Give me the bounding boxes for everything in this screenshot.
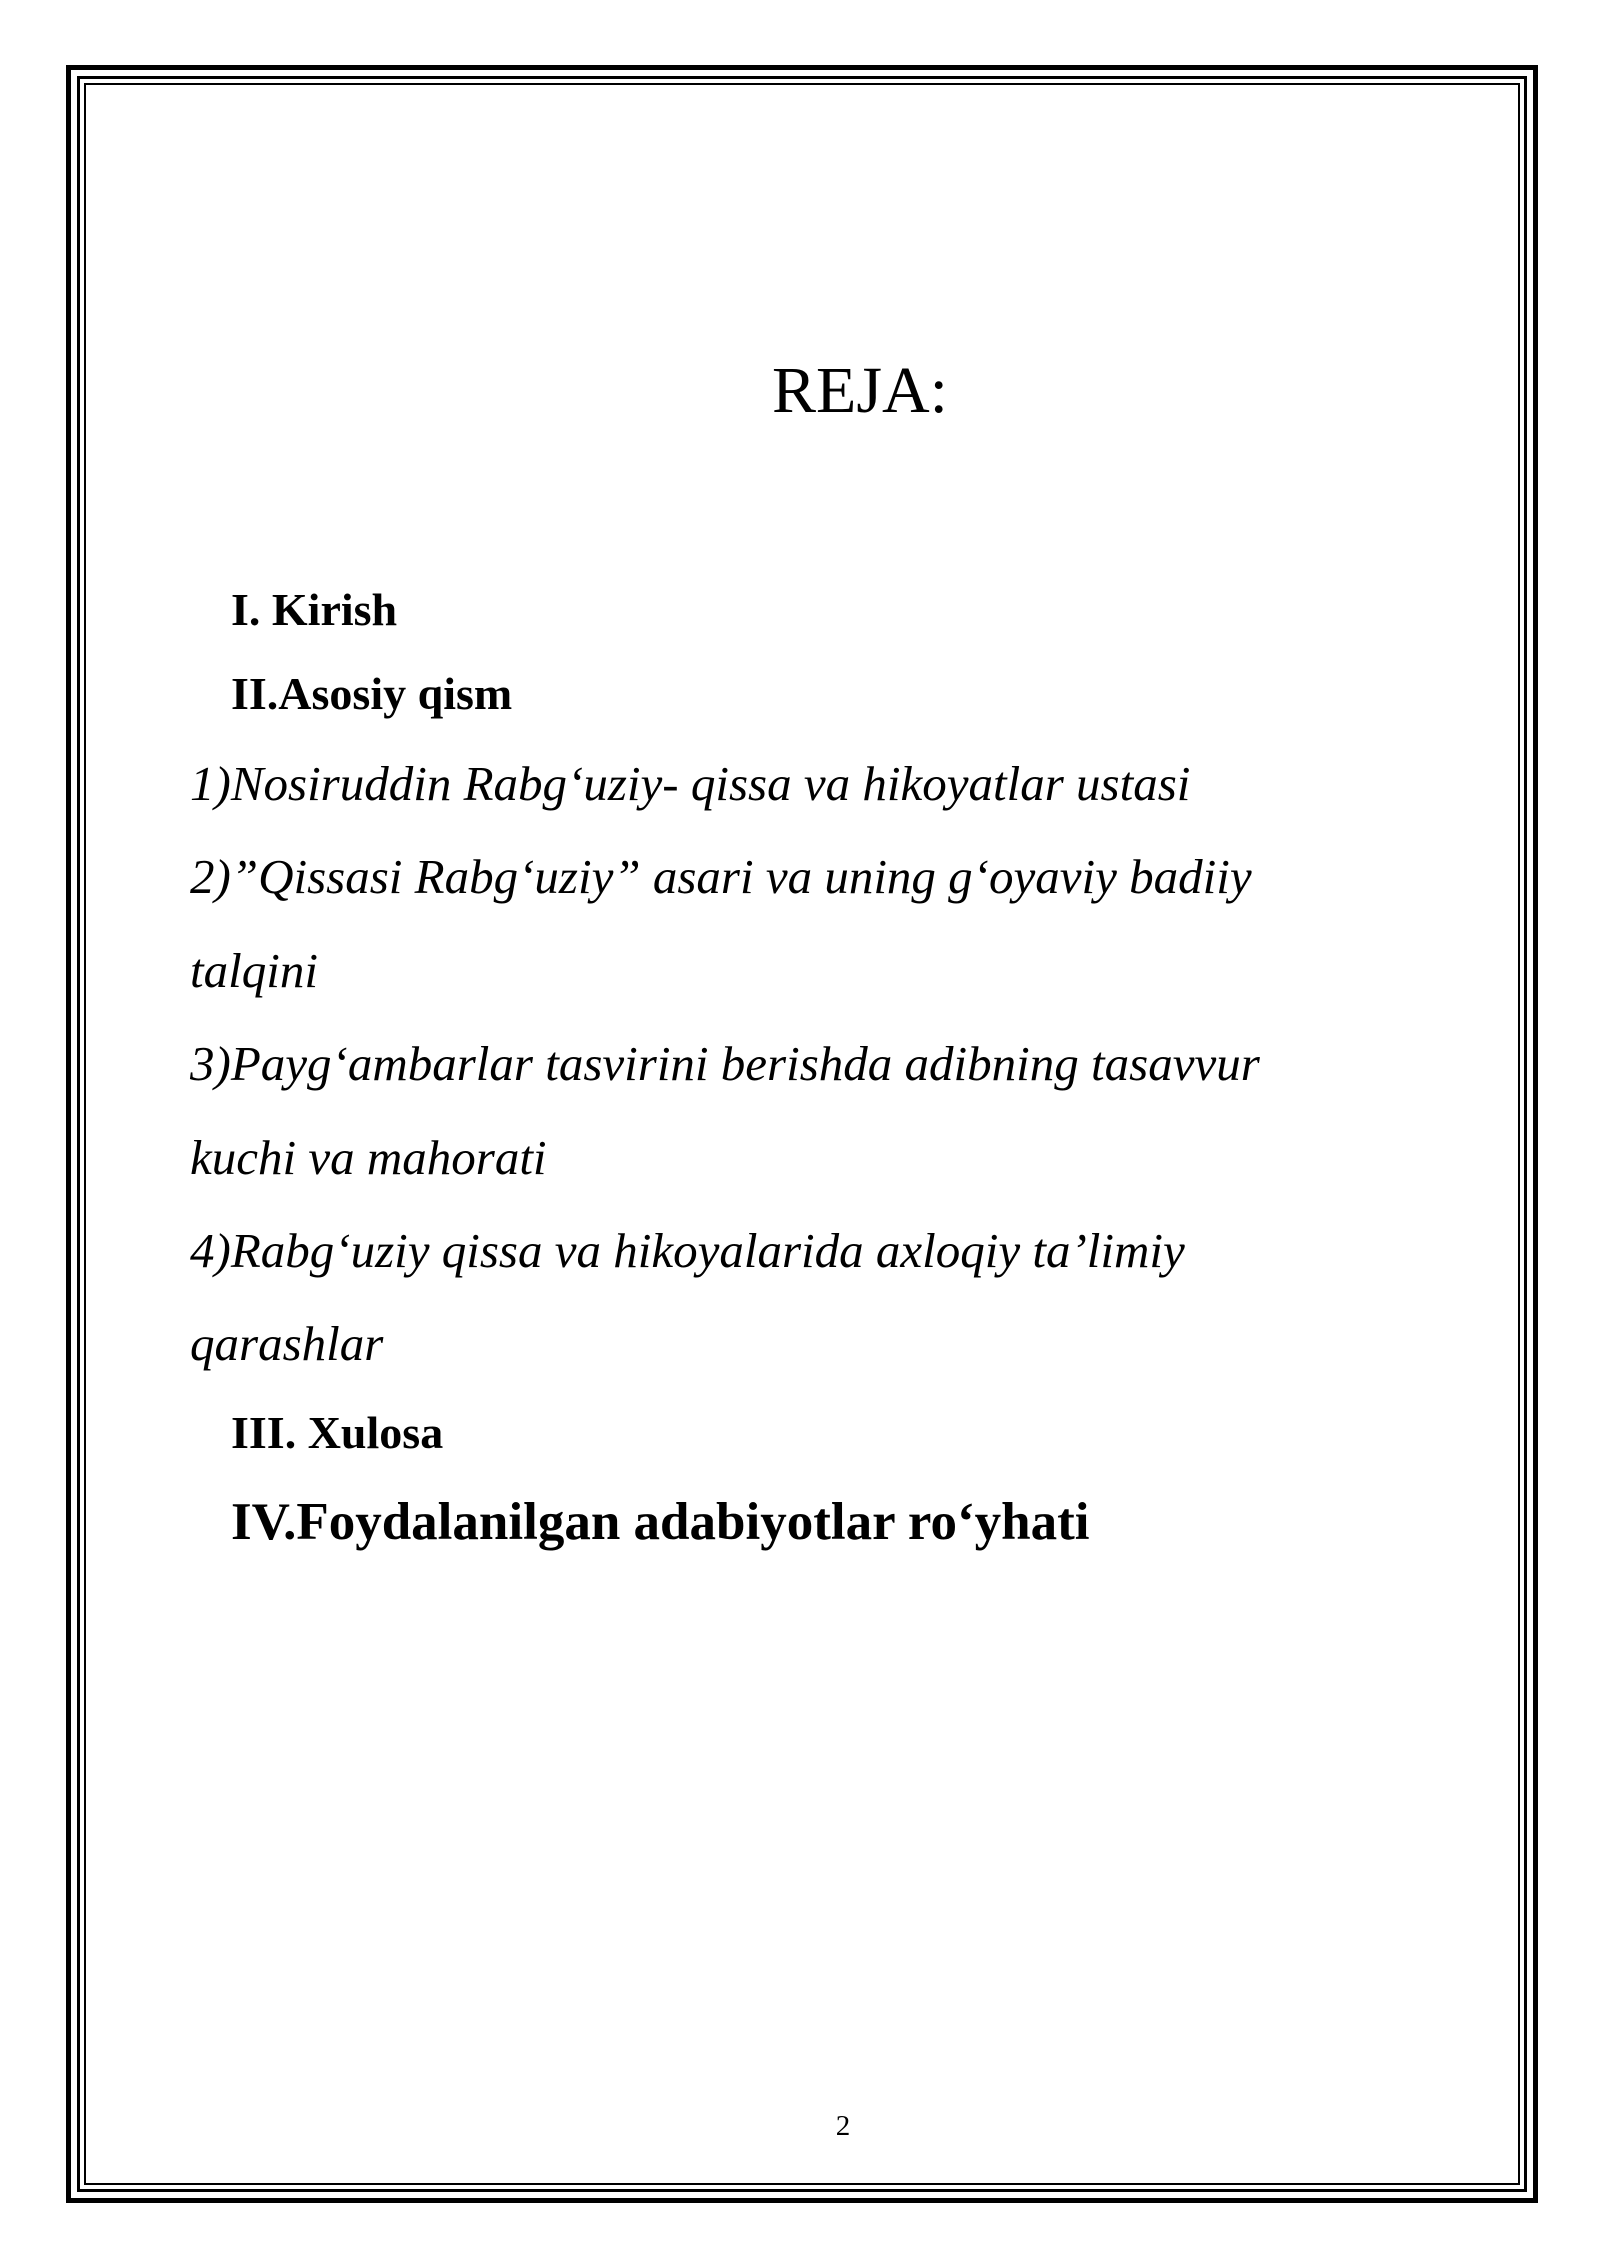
document-title: REJA: — [771, 354, 949, 427]
subsection-3-continued: kuchi va mahorati — [190, 1130, 547, 1185]
subsection-4-continued: qarashlar — [190, 1316, 384, 1371]
subsection-2: 2)”Qissasi Rabg‘uziy” asari va uning g‘oyaviy badiiy — [190, 849, 1252, 904]
section-introduction: I. Kirish — [231, 584, 398, 635]
subsection-3: 3)Payg‘ambarlar tasvirini berishda adibning tasavvur — [190, 1036, 1260, 1091]
subsection-1: 1)Nosiruddin Rabg‘uziy- qissa va hikoyatlar ustasi — [190, 756, 1191, 811]
section-references: IV.Foydalanilgan adabiyotlar ro‘yhati — [231, 1493, 1090, 1551]
section-main-part: II.Asosiy qism — [231, 668, 513, 719]
subsection-2-continued: talqini — [190, 943, 318, 998]
section-conclusion: III. Xulosa — [231, 1407, 444, 1458]
subsection-4: 4)Rabg‘uziy qissa va hikoyalarida axloqiy ta’limiy — [190, 1223, 1185, 1278]
page-number: 2 — [835, 2110, 851, 2142]
